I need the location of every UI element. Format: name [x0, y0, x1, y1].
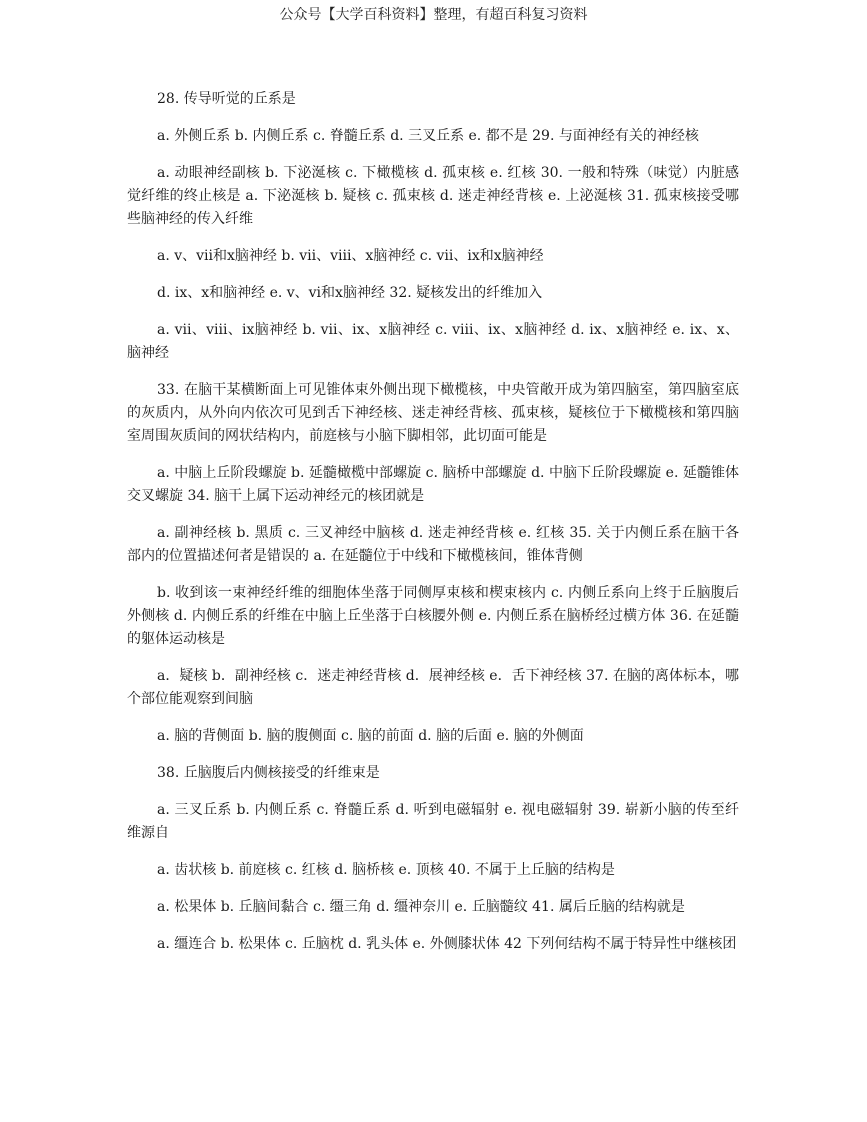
question-31-options-a-c: a. ⅴ、ⅶ和ⅹ脑神经 b. ⅶ、ⅷ、ⅹ脑神经 c. ⅶ、ⅸ和ⅹ脑神经 [157, 248, 544, 264]
page-header: 公众号【大学百科资料】整理，有超百科复习资料 [279, 7, 588, 23]
question-38: 38. 丘脑腹后内侧核接受的纤维束是 [157, 765, 380, 781]
question-36-options: a．疑核 b．副神经核 c．迷走神经背核 d．展神经核 e．舌下神经核 37. 在脑的离体标本，哪个部位能观察到间脑 [127, 668, 739, 707]
document-body [127, 88, 739, 970]
question-31-options-d-e: d. ⅸ、ⅹ和脑神经 e. ⅴ、ⅵ和ⅹ脑神经 32. 疑核发出的纤维加入 [157, 285, 543, 301]
question-38-options: a. 三叉丘系 b. 内侧丘系 c. 脊髓丘系 d. 听到电磁辐射 e. 视电磁辐射 39. 崭新小脑的传至纤维源自 [127, 802, 739, 841]
question-33: 33. 在脑干某横断面上可见锥体束外侧出现下橄榄核，中央管敞开成为第四脑室，第四脑室底的灰质内，从外向内依次可见到舌下神经核、迷走神经背核、孤束核，疑核位于下橄榄核和第四脑室周围灰质间的网状结构内，前庭核与小脑下脚相邻，此切面可能是 [127, 382, 739, 444]
question-41-options: a. 缰连合 b. 松果体 c. 丘脑枕 d. 乳头体 e. 外侧膝状体 42 下列何结构不属于特异性中继核团 [157, 936, 737, 952]
question-33-options: a. 中脑上丘阶段螺旋 b. 延髓橄榄中部螺旋 c. 脑桥中部螺旋 d. 中脑下丘阶段螺旋 e. 延髓锥体交叉螺旋 34. 脑干上属下运动神经元的核团就是 [127, 465, 739, 504]
question-28: 28. 传导听觉的丘系是 [157, 91, 296, 107]
question-37-options: a. 脑的背侧面 b. 脑的腹侧面 c. 脑的前面 d. 脑的后面 e. 脑的外侧面 [157, 728, 584, 744]
question-39-options: a. 齿状核 b. 前庭核 c. 红核 d. 脑桥核 e. 顶核 40. 不属于上丘脑的结构是 [157, 862, 615, 878]
question-29-options: a. 动眼神经副核 b. 下泌涎核 c. 下橄榄核 d. 孤束核 e. 红核 30. 一般和特殊（味觉）内脏感觉纤维的终止核是 a. 下泌涎核 b. 疑核 c. 孤束核 d. 迷走神经背核 e. 上泌涎核 31. 孤束核接受哪些脑神经的传入纤维 [127, 165, 739, 227]
question-40-options: a. 松果体 b. 丘脑间黏合 c. 缰三角 d. 缰神奈川 e. 丘脑髓纹 41. 属后丘脑的结构就是 [157, 899, 685, 915]
question-28-options: a. 外侧丘系 b. 内侧丘系 c. 脊髓丘系 d. 三叉丘系 e. 都不是 29. 与面神经有关的神经核 [157, 128, 699, 144]
question-35-options: b. 收到该一束神经纤维的细胞体坐落于同侧厚束核和楔束核内 c. 内侧丘系向上终于丘脑腹后外侧核 d. 内侧丘系的纤维在中脑上丘坐落于白核腰外侧 e. 内侧丘系在脑桥经过横方体 36. 在延髓的躯体运动核是 [127, 585, 739, 647]
question-34-options: a. 副神经核 b. 黑质 c. 三叉神经中脑核 d. 迷走神经背核 e. 红核 35. 关于内侧丘系在脑干各部内的位置描述何者是错误的 a. 在延髓位于中线和下橄榄核间，锥体背侧 [127, 525, 739, 564]
question-32-options: a. ⅶ、ⅷ、ⅸ脑神经 b. ⅶ、ⅸ、ⅹ脑神经 c. ⅷ、ⅸ、ⅹ脑神经 d. ⅸ、ⅹ脑神经 e. ⅸ、ⅹ、脑神经 [127, 322, 739, 361]
